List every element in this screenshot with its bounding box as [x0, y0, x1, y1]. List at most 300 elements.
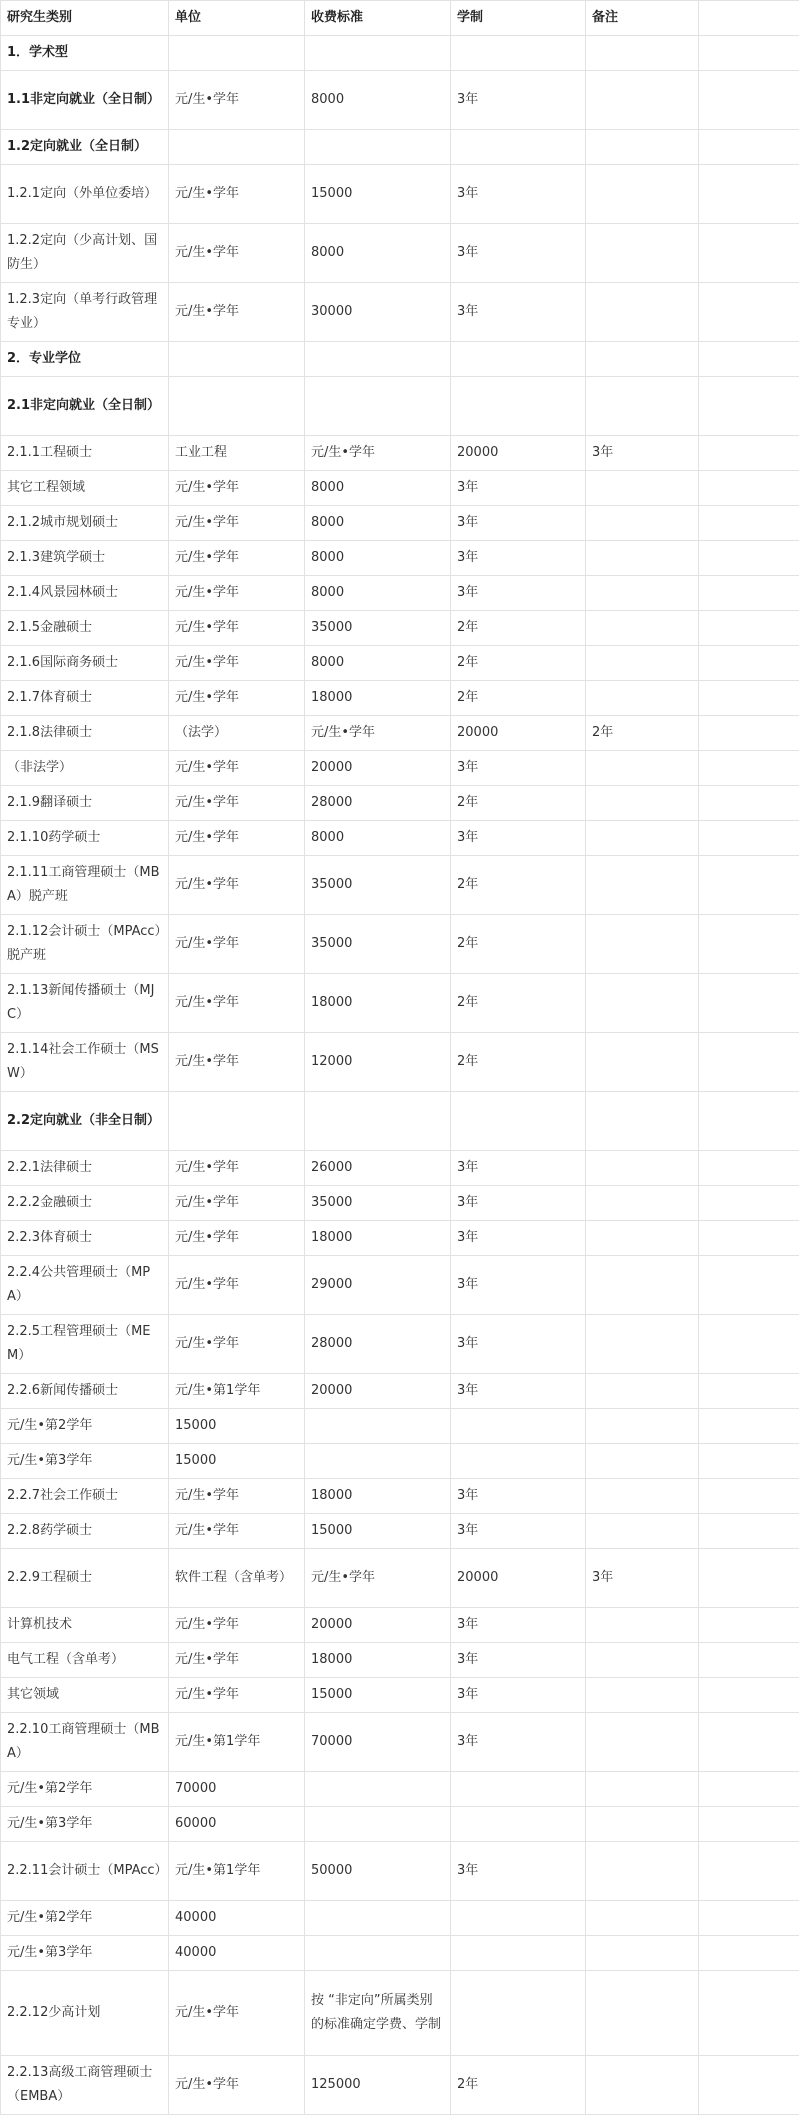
- table-row: [1, 856, 799, 915]
- table-cell: [169, 342, 305, 377]
- table-cell: 2.1.13新闻传播硕士（MJC）: [1, 974, 169, 1033]
- table-cell: 2.1.12会计硕士（MPAcc）脱产班: [1, 915, 169, 974]
- table-cell: [586, 1971, 699, 2056]
- table-row: [1, 1643, 799, 1678]
- table-row: [1, 1033, 799, 1092]
- table-row: [1, 611, 799, 646]
- table-cell: 2.1.9翻译硕士: [1, 786, 169, 821]
- table-cell: [586, 611, 699, 646]
- table-cell: [305, 1092, 451, 1151]
- table-cell: [586, 1901, 699, 1936]
- table-cell: 元/生•学年: [169, 71, 305, 130]
- table-cell: 2.2.7社会工作硕士: [1, 1479, 169, 1514]
- table-cell: 3年: [451, 1221, 586, 1256]
- table-cell: 2年: [451, 646, 586, 681]
- table-row: [1, 1479, 799, 1514]
- table-cell: 3年: [451, 1479, 586, 1514]
- table-row: [1, 342, 799, 377]
- table-cell: [586, 36, 699, 71]
- table-row: [1, 1, 799, 36]
- table-cell: [699, 1151, 799, 1186]
- table-cell: [586, 1221, 699, 1256]
- table-cell: 元/生•第3学年: [1, 1807, 169, 1842]
- table-cell: [451, 1092, 586, 1151]
- table-cell: [586, 821, 699, 856]
- table-cell: 2.2.6新闻传播硕士: [1, 1374, 169, 1409]
- table-cell: 2年: [451, 856, 586, 915]
- table-cell: 元/生•第1学年: [169, 1374, 305, 1409]
- table-cell: [451, 1936, 586, 1971]
- table-cell: 2.1.10药学硕士: [1, 821, 169, 856]
- table-cell: [586, 751, 699, 786]
- table-cell: 元/生•学年: [169, 1315, 305, 1374]
- table-cell: [586, 681, 699, 716]
- table-cell: 元/生•学年: [305, 1549, 451, 1608]
- table-row: [1, 1514, 799, 1549]
- table-cell: [586, 165, 699, 224]
- table-row: [1, 1772, 799, 1807]
- table-row: [1, 130, 799, 165]
- table-cell: 1.2.3定向（单考行政管理专业）: [1, 283, 169, 342]
- table-cell: [699, 224, 799, 283]
- table-cell: 3年: [451, 283, 586, 342]
- table-cell: [699, 342, 799, 377]
- table-cell: 1.2.1定向（外单位委培）: [1, 165, 169, 224]
- table-cell: 元/生•学年: [169, 681, 305, 716]
- table-cell: 学制: [451, 1, 586, 36]
- table-cell: [305, 1409, 451, 1444]
- table-cell: 2年: [451, 611, 586, 646]
- table-cell: 元/生•学年: [169, 1608, 305, 1643]
- table-cell: 元/生•学年: [169, 1514, 305, 1549]
- table-row: [1, 1315, 799, 1374]
- table-cell: [451, 1971, 586, 2056]
- table-cell: 研究生类别: [1, 1, 169, 36]
- table-row: [1, 1221, 799, 1256]
- table-cell: 元/生•学年: [169, 541, 305, 576]
- table-row: [1, 751, 799, 786]
- table-cell: 元/生•学年: [169, 576, 305, 611]
- table-cell: 元/生•学年: [169, 611, 305, 646]
- table-cell: [699, 915, 799, 974]
- table-cell: 2年: [451, 786, 586, 821]
- table-cell: [586, 1033, 699, 1092]
- table-cell: [586, 130, 699, 165]
- table-row: [1, 1549, 799, 1608]
- table-cell: [451, 1409, 586, 1444]
- table-cell: [699, 681, 799, 716]
- table-row: [1, 1608, 799, 1643]
- table-cell: 8000: [305, 471, 451, 506]
- table-cell: [586, 1772, 699, 1807]
- table-cell: [586, 974, 699, 1033]
- table-row: [1, 2056, 799, 2115]
- table-cell: 18000: [305, 1221, 451, 1256]
- table-cell: 元/生•学年: [169, 1186, 305, 1221]
- table-cell: [699, 1608, 799, 1643]
- table-cell: [699, 165, 799, 224]
- table-cell: 2.1.1工程硕士: [1, 436, 169, 471]
- table-cell: 元/生•学年: [169, 1971, 305, 2056]
- table-cell: [451, 1444, 586, 1479]
- table-cell: 元/生•学年: [169, 974, 305, 1033]
- table-cell: 元/生•学年: [169, 1256, 305, 1315]
- table-cell: 3年: [451, 506, 586, 541]
- table-row: [1, 1971, 799, 2056]
- table-cell: 8000: [305, 576, 451, 611]
- table-row: [1, 1901, 799, 1936]
- table-row: [1, 915, 799, 974]
- table-cell: [699, 2056, 799, 2115]
- table-cell: 单位: [169, 1, 305, 36]
- table-cell: [451, 377, 586, 436]
- table-cell: 2年: [451, 681, 586, 716]
- table-cell: [586, 1151, 699, 1186]
- table-row: [1, 224, 799, 283]
- table-cell: 元/生•第2学年: [1, 1409, 169, 1444]
- table-cell: [699, 1409, 799, 1444]
- table-cell: 15000: [305, 1678, 451, 1713]
- table-cell: 元/生•学年: [169, 786, 305, 821]
- table-cell: [699, 506, 799, 541]
- table-cell: [699, 36, 799, 71]
- fee-table-body: [1, 1, 799, 2115]
- table-row: [1, 786, 799, 821]
- table-row: [1, 974, 799, 1033]
- table-cell: [586, 506, 699, 541]
- table-cell: [169, 1092, 305, 1151]
- table-cell: [699, 436, 799, 471]
- table-cell: 其它领域: [1, 1678, 169, 1713]
- table-cell: 35000: [305, 915, 451, 974]
- table-cell: [699, 974, 799, 1033]
- table-cell: 元/生•学年: [169, 646, 305, 681]
- table-cell: 2.1.4风景园林硕士: [1, 576, 169, 611]
- table-cell: 元/生•第3学年: [1, 1936, 169, 1971]
- table-cell: [451, 130, 586, 165]
- table-cell: 28000: [305, 1315, 451, 1374]
- table-cell: [169, 377, 305, 436]
- table-cell: 元/生•学年: [169, 856, 305, 915]
- table-cell: [586, 1842, 699, 1901]
- table-cell: 电气工程（含单考）: [1, 1643, 169, 1678]
- table-row: [1, 1092, 799, 1151]
- table-cell: [699, 1772, 799, 1807]
- table-cell: [699, 1514, 799, 1549]
- table-cell: 元/生•学年: [169, 471, 305, 506]
- table-cell: [305, 130, 451, 165]
- table-cell: [586, 1374, 699, 1409]
- table-cell: [699, 1678, 799, 1713]
- table-cell: [699, 1315, 799, 1374]
- table-cell: 2.2.5工程管理硕士（MEM）: [1, 1315, 169, 1374]
- table-cell: 30000: [305, 283, 451, 342]
- table-cell: 3年: [451, 471, 586, 506]
- table-cell: 备注: [586, 1, 699, 36]
- table-cell: [305, 1901, 451, 1936]
- table-cell: 2.1.8法律硕士: [1, 716, 169, 751]
- table-cell: 3年: [451, 576, 586, 611]
- table-cell: 20000: [451, 716, 586, 751]
- table-row: [1, 1936, 799, 1971]
- table-cell: 26000: [305, 1151, 451, 1186]
- table-cell: 3年: [451, 165, 586, 224]
- table-cell: 2.2.2金融硕士: [1, 1186, 169, 1221]
- table-cell: [305, 1772, 451, 1807]
- table-cell: 2.1.6国际商务硕士: [1, 646, 169, 681]
- table-cell: [699, 71, 799, 130]
- table-cell: 18000: [305, 1643, 451, 1678]
- table-cell: [699, 1186, 799, 1221]
- table-cell: 元/生•第3学年: [1, 1444, 169, 1479]
- table-row: [1, 377, 799, 436]
- table-cell: [586, 1186, 699, 1221]
- table-cell: 2.2.9工程硕士: [1, 1549, 169, 1608]
- table-cell: 2.1.7体育硕士: [1, 681, 169, 716]
- table-cell: 元/生•学年: [169, 224, 305, 283]
- table-cell: 元/生•学年: [169, 1479, 305, 1514]
- table-cell: 元/生•学年: [169, 2056, 305, 2115]
- table-cell: [305, 1936, 451, 1971]
- table-row: [1, 165, 799, 224]
- table-cell: 2.2.4公共管理硕士（MPA）: [1, 1256, 169, 1315]
- table-cell: 3年: [586, 436, 699, 471]
- table-cell: 3年: [451, 541, 586, 576]
- table-cell: 15000: [305, 1514, 451, 1549]
- table-cell: 50000: [305, 1842, 451, 1901]
- table-row: [1, 1713, 799, 1772]
- table-cell: 2.2.13高级工商管理硕士（EMBA）: [1, 2056, 169, 2115]
- table-cell: [305, 36, 451, 71]
- table-cell: [305, 1807, 451, 1842]
- table-row: [1, 1678, 799, 1713]
- table-cell: [699, 821, 799, 856]
- table-cell: [699, 283, 799, 342]
- table-cell: [699, 786, 799, 821]
- table-cell: [699, 541, 799, 576]
- table-cell: 20000: [305, 1374, 451, 1409]
- table-cell: 18000: [305, 681, 451, 716]
- table-cell: 元/生•学年: [169, 915, 305, 974]
- table-cell: 元/生•第2学年: [1, 1772, 169, 1807]
- table-cell: 3年: [451, 1678, 586, 1713]
- table-cell: [586, 1256, 699, 1315]
- table-cell: 3年: [451, 751, 586, 786]
- table-row: [1, 436, 799, 471]
- table-cell: [586, 576, 699, 611]
- table-cell: 软件工程（含单考）: [169, 1549, 305, 1608]
- table-cell: [699, 1444, 799, 1479]
- table-cell: 2.2.12少高计划: [1, 1971, 169, 2056]
- table-row: [1, 506, 799, 541]
- table-cell: 元/生•第2学年: [1, 1901, 169, 1936]
- table-cell: [451, 342, 586, 377]
- table-cell: 8000: [305, 506, 451, 541]
- table-cell: [586, 856, 699, 915]
- table-cell: （非法学）: [1, 751, 169, 786]
- table-row: [1, 646, 799, 681]
- table-cell: 2.1.14社会工作硕士（MSW）: [1, 1033, 169, 1092]
- table-cell: 18000: [305, 1479, 451, 1514]
- table-cell: 15000: [305, 165, 451, 224]
- table-row: [1, 471, 799, 506]
- table-cell: 元/生•学年: [169, 1678, 305, 1713]
- table-cell: [586, 1608, 699, 1643]
- table-cell: [586, 342, 699, 377]
- table-row: [1, 716, 799, 751]
- table-cell: 2年: [451, 1033, 586, 1092]
- table-cell: 28000: [305, 786, 451, 821]
- table-cell: [699, 611, 799, 646]
- table-cell: 3年: [451, 1151, 586, 1186]
- table-cell: 3年: [451, 821, 586, 856]
- table-cell: 2年: [451, 915, 586, 974]
- table-row: [1, 541, 799, 576]
- table-cell: 2年: [451, 2056, 586, 2115]
- table-cell: [586, 646, 699, 681]
- table-cell: 60000: [169, 1807, 305, 1842]
- table-row: [1, 1374, 799, 1409]
- table-cell: [586, 71, 699, 130]
- table-cell: [586, 1514, 699, 1549]
- table-cell: 3年: [451, 1186, 586, 1221]
- table-cell: [586, 915, 699, 974]
- table-cell: [699, 576, 799, 611]
- table-row: [1, 576, 799, 611]
- table-cell: 按 “非定向”所属类别的标准确定学费、学制: [305, 1971, 451, 2056]
- table-cell: [699, 1713, 799, 1772]
- table-cell: [586, 1409, 699, 1444]
- table-cell: 8000: [305, 646, 451, 681]
- table-cell: [699, 1092, 799, 1151]
- table-cell: [451, 1807, 586, 1842]
- table-cell: 15000: [169, 1409, 305, 1444]
- table-cell: [451, 36, 586, 71]
- table-cell: 元/生•学年: [169, 751, 305, 786]
- table-row: [1, 1186, 799, 1221]
- table-cell: 元/生•学年: [169, 1221, 305, 1256]
- table-cell: 40000: [169, 1901, 305, 1936]
- table-row: [1, 1444, 799, 1479]
- table-cell: [451, 1772, 586, 1807]
- table-cell: 3年: [451, 1374, 586, 1409]
- table-cell: 2.1.11工商管理硕士（MBA）脱产班: [1, 856, 169, 915]
- table-cell: [586, 1092, 699, 1151]
- table-cell: 35000: [305, 1186, 451, 1221]
- table-cell: 元/生•学年: [305, 716, 451, 751]
- table-cell: 8000: [305, 224, 451, 283]
- table-cell: [169, 130, 305, 165]
- table-cell: [586, 283, 699, 342]
- table-cell: 1.1非定向就业（全日制）: [1, 71, 169, 130]
- table-row: [1, 821, 799, 856]
- table-cell: [305, 377, 451, 436]
- table-cell: [586, 471, 699, 506]
- table-cell: 2.2.8药学硕士: [1, 1514, 169, 1549]
- table-cell: 2.1.5金融硕士: [1, 611, 169, 646]
- table-cell: [699, 1221, 799, 1256]
- table-cell: 元/生•学年: [169, 1643, 305, 1678]
- table-cell: 2.2.1法律硕士: [1, 1151, 169, 1186]
- table-row: [1, 36, 799, 71]
- table-cell: [699, 1256, 799, 1315]
- table-row: [1, 283, 799, 342]
- table-cell: [586, 1444, 699, 1479]
- table-cell: 3年: [451, 1842, 586, 1901]
- table-cell: [699, 1033, 799, 1092]
- table-cell: 1．学术型: [1, 36, 169, 71]
- table-cell: [699, 471, 799, 506]
- table-cell: [699, 1643, 799, 1678]
- table-cell: 8000: [305, 71, 451, 130]
- table-cell: 12000: [305, 1033, 451, 1092]
- table-row: [1, 681, 799, 716]
- table-cell: [586, 786, 699, 821]
- table-cell: [586, 1315, 699, 1374]
- table-cell: 2.2定向就业（非全日制）: [1, 1092, 169, 1151]
- table-cell: [699, 1374, 799, 1409]
- table-cell: 35000: [305, 856, 451, 915]
- table-cell: 3年: [451, 1608, 586, 1643]
- table-row: [1, 1842, 799, 1901]
- table-cell: 元/生•第1学年: [169, 1713, 305, 1772]
- table-cell: 元/生•第1学年: [169, 1842, 305, 1901]
- table-cell: [699, 377, 799, 436]
- table-cell: 2年: [586, 716, 699, 751]
- table-cell: 2.1.3建筑学硕士: [1, 541, 169, 576]
- table-cell: 8000: [305, 541, 451, 576]
- table-cell: 18000: [305, 974, 451, 1033]
- table-cell: 3年: [451, 1256, 586, 1315]
- table-cell: 2年: [451, 974, 586, 1033]
- table-cell: 20000: [305, 1608, 451, 1643]
- table-cell: 3年: [451, 1514, 586, 1549]
- table-cell: [699, 1549, 799, 1608]
- table-cell: [586, 1936, 699, 1971]
- table-cell: 3年: [451, 71, 586, 130]
- table-row: [1, 71, 799, 130]
- table-cell: [586, 1479, 699, 1514]
- table-cell: [305, 1444, 451, 1479]
- table-cell: [305, 342, 451, 377]
- table-cell: [699, 1807, 799, 1842]
- table-cell: [699, 716, 799, 751]
- table-cell: 35000: [305, 611, 451, 646]
- table-cell: 3年: [451, 1643, 586, 1678]
- table-cell: 元/生•学年: [169, 1151, 305, 1186]
- table-cell: 2．专业学位: [1, 342, 169, 377]
- table-cell: 元/生•学年: [169, 165, 305, 224]
- table-cell: [451, 1901, 586, 1936]
- table-cell: [586, 1807, 699, 1842]
- table-cell: 2.2.11会计硕士（MPAcc）: [1, 1842, 169, 1901]
- table-cell: [699, 1, 799, 36]
- table-cell: 125000: [305, 2056, 451, 2115]
- table-cell: 3年: [451, 1713, 586, 1772]
- table-cell: 20000: [305, 751, 451, 786]
- table-cell: 29000: [305, 1256, 451, 1315]
- table-cell: 20000: [451, 436, 586, 471]
- table-cell: [699, 646, 799, 681]
- table-cell: [699, 751, 799, 786]
- table-cell: 3年: [451, 1315, 586, 1374]
- table-cell: 70000: [169, 1772, 305, 1807]
- table-cell: [699, 1842, 799, 1901]
- table-cell: 2.1非定向就业（全日制）: [1, 377, 169, 436]
- table-cell: [586, 1713, 699, 1772]
- table-cell: [699, 1901, 799, 1936]
- table-cell: 40000: [169, 1936, 305, 1971]
